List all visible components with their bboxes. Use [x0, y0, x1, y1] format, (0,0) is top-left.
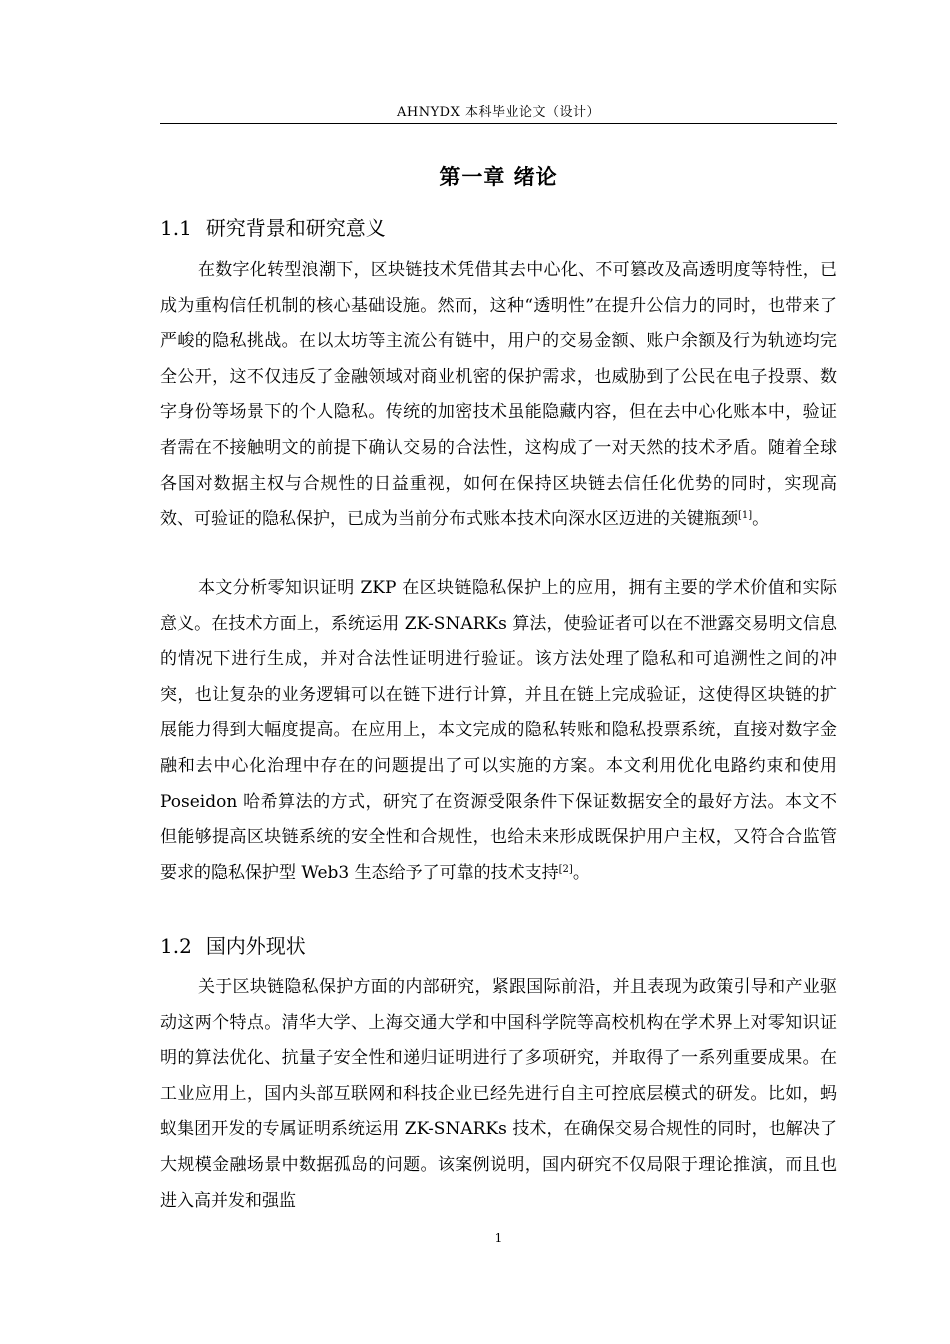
paragraph-text: 在数字化转型浪潮下，区块链技术凭借其去中心化、不可篡改及高透明度等特性，已成为重构信任机制的核心基础设施。然而，这种“透明性”在提升公信力的同时，也带来了严峻的隐私挑战。在以太坊等主流公有链中，用户的交易金额、账户余额及行为轨迹均完全公开，这不仅违反了金融领域对商业机密的保护需求，也威胁到了公民在电子投票、数字身份等场景下的个人隐私。传统的加密技术虽能隐藏内容，但在去中心化账本中，验证者需在不接触明文的前提下确认交易的合法性，这构成了一对天然的技术矛盾。随着全球各国对数据主权与合规性的日益重视，如何在保持区块链去信任化优势的同时，实现高效、可验证的隐私保护，已成为当前分布式账本技术向深水区迈进的关键瓶颈 — [160, 260, 837, 530]
paragraph-domestic-status — [160, 970, 837, 1219]
paragraph-background — [160, 253, 837, 538]
section-title: 研究背景和研究意义 — [205, 216, 386, 240]
paragraph-end: 。 — [752, 509, 770, 530]
page-number: 1 — [494, 1231, 503, 1245]
section-number: 1.1 — [160, 216, 192, 240]
section-number: 1.2 — [160, 934, 192, 958]
citation-ref[interactable]: [1] — [738, 510, 753, 522]
section-heading-1-1 — [160, 213, 837, 243]
paragraph-end: 。 — [572, 862, 590, 883]
citation-ref[interactable]: [2] — [558, 863, 573, 875]
running-header: AHNYDX 本科毕业论文（设计） — [397, 105, 600, 120]
section-heading-1-2 — [160, 931, 837, 961]
header-rule — [160, 123, 837, 124]
paragraph-text: 本文分析零知识证明 ZKP 在区块链隐私保护上的应用，拥有主要的学术价值和实际意义。在技术方面上，系统运用 ZK-SNARKs 算法，使验证者可以在不泄露交易明文信息的情况下进行生成，并对合法性证明进行验证。该方法处理了隐私和可追溯性之间的冲突，也让复杂的业务逻辑可以在链下进行计算，并且在链上完成验证，这使得区块链的扩展能力得到大幅度提高。在应用上，本文完成的隐私转账和隐私投票系统，直接对数字金融和去中心化治理中存在的问题提出了可以实施的方案。本文利用优化电路约束和使用 Poseidon 哈希算法的方式，研究了在资源受限条件下保证数据安全的最好方法。本文不但能够提高区块链系统的安全性和合规性，也给未来形成既保护用户主权，又符合合监管要求的隐私保护型 Web3 生态给予了可靠的技术支持 — [160, 578, 837, 883]
section-title: 国内外现状 — [205, 934, 306, 958]
paragraph-significance — [160, 571, 837, 891]
chapter-title: 第一章 绪论 — [439, 164, 558, 189]
paragraph-text: 关于区块链隐私保护方面的内部研究，紧跟国际前沿，并且表现为政策引导和产业驱动这两个特点。清华大学、上海交通大学和中国科学院等高校机构在学术界上对零知识证明的算法优化、抗量子安全性和递归证明进行了多项研究，并取得了一系列重要成果。在工业应用上，国内头部互联网和科技企业已经先进行自主可控底层模式的研发。比如，蚂蚁集团开发的专属证明系统运用 ZK-SNARKs 技术，在确保交易合规性的同时，也解决了大规模金融场景中数据孤岛的问题。该案例说明，国内研究不仅局限于理论推演，而且也进入高并发和强监 — [160, 977, 837, 1211]
